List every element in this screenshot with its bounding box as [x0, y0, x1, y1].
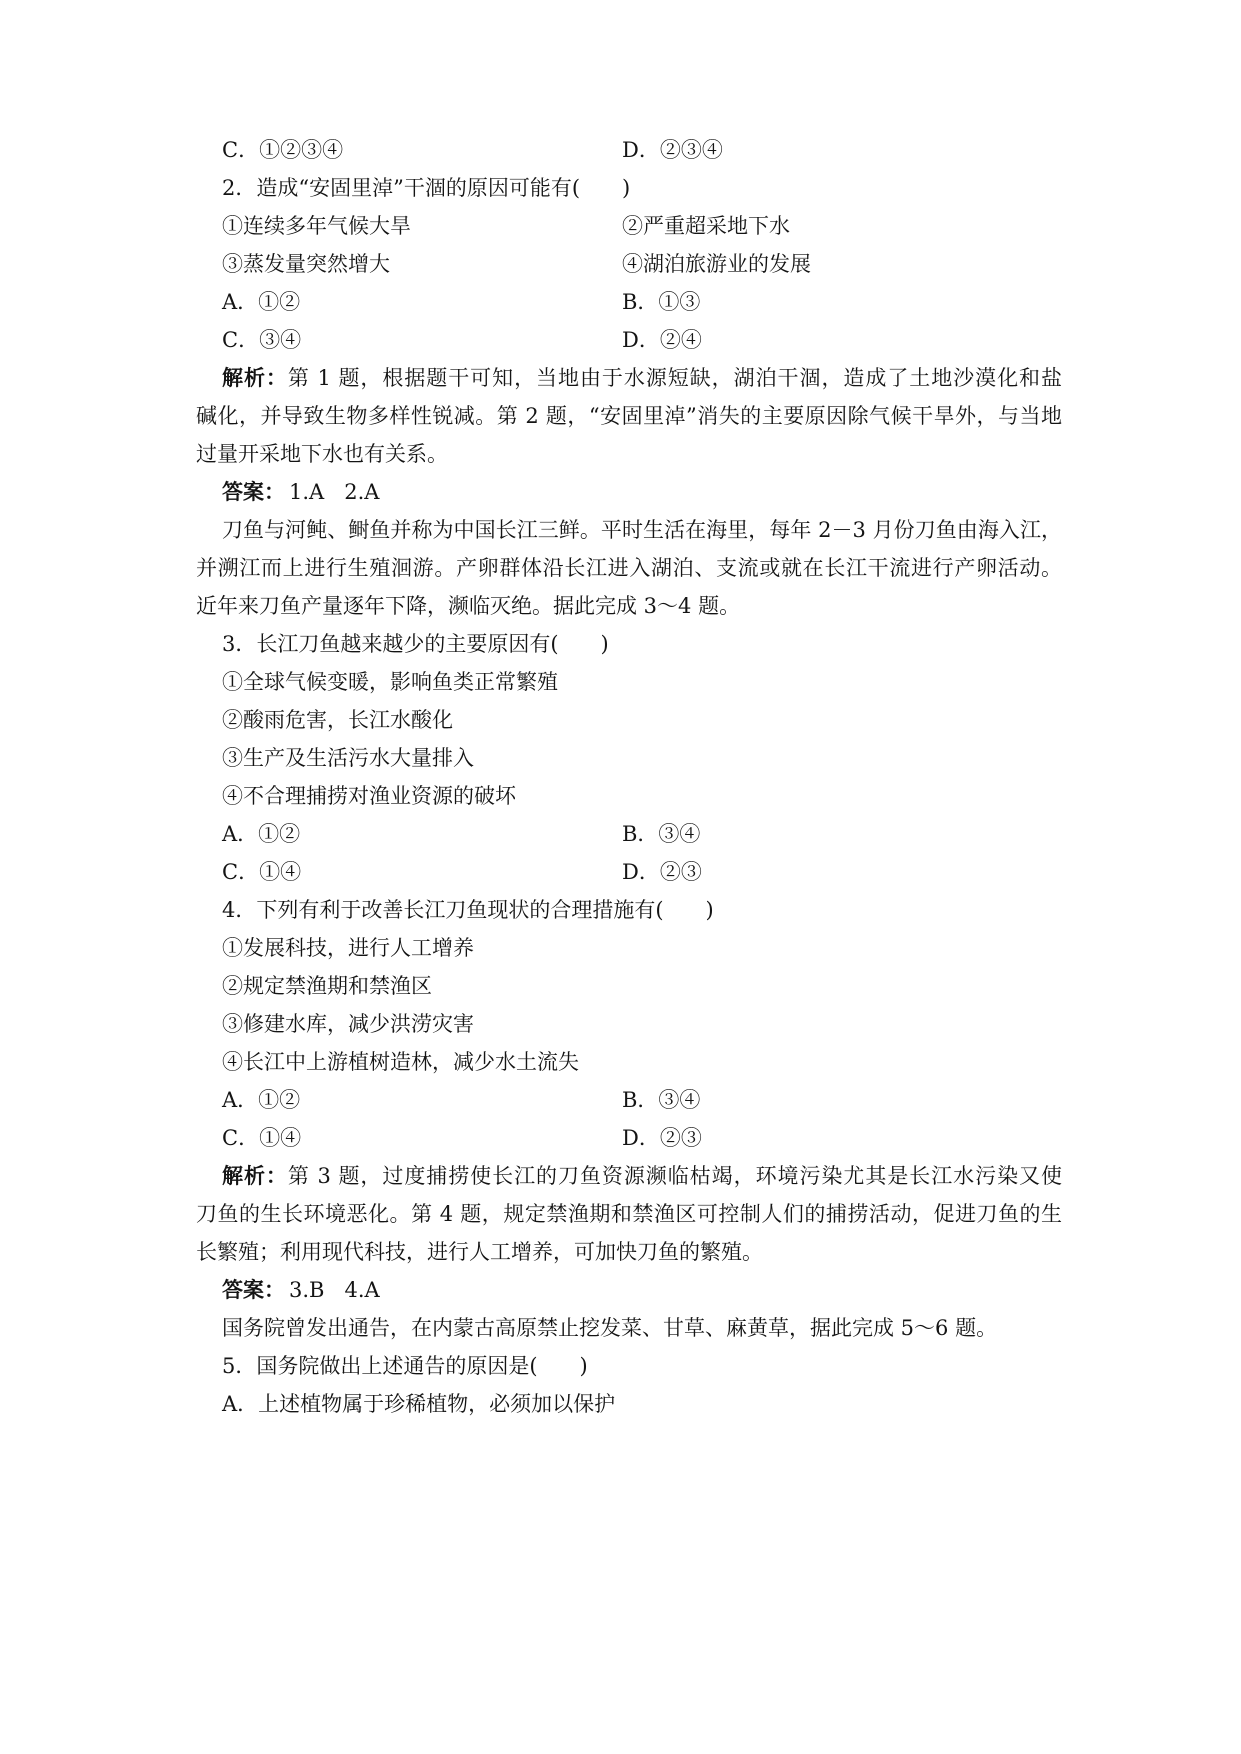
- q3-option-b: B．③④: [622, 822, 701, 846]
- q2-option-d: D．②④: [622, 328, 702, 352]
- q2-item-2: ②严重超采地下水: [622, 214, 790, 238]
- explanation-1-line-1: [222, 364, 1062, 392]
- answer-label: 答案：: [222, 1277, 285, 1302]
- q1-option-d: D．②③④: [622, 138, 723, 162]
- q2-option-a: A．①②: [222, 290, 301, 314]
- explanation-1-line-2: 碱化，并导致生物多样性锐减。第 2 题，“安固里淖”消失的主要原因除气候干旱外，与当地: [196, 404, 1062, 428]
- explanation-label: 解析：: [222, 365, 288, 390]
- q2-option-b: B．①③: [622, 290, 701, 314]
- q3-stem: 3．长江刀鱼越来越少的主要原因有( ): [222, 632, 609, 656]
- passage-2-line-2: 并溯江而上进行生殖洄游。产卵群体沿长江进入湖泊、支流或就在长江干流进行产卵活动。: [196, 556, 1062, 580]
- explanation-label: 解析：: [222, 1163, 288, 1188]
- q4-item-2: ②规定禁渔期和禁渔区: [222, 974, 432, 998]
- q3-item-1: ①全球气候变暖，影响鱼类正常繁殖: [222, 670, 558, 694]
- q4-option-d: D．②③: [622, 1126, 702, 1150]
- passage-2-line-1: 刀鱼与河鲀、鲥鱼并称为中国长江三鲜。平时生活在海里，每年 2－3 月份刀鱼由海入江，: [222, 518, 1062, 542]
- q5-stem: 5．国务院做出上述通告的原因是( ): [222, 1354, 588, 1378]
- q3-item-2: ②酸雨危害，长江水酸化: [222, 708, 453, 732]
- answer-label: 答案：: [222, 479, 285, 504]
- explanation-1-line-3: 过量开采地下水也有关系。: [196, 442, 448, 466]
- answer-value-1: 3.B: [289, 1278, 325, 1302]
- q4-option-a: A．①②: [222, 1088, 301, 1112]
- q2-item-3: ③蒸发量突然增大: [222, 252, 390, 276]
- explanation-2-line-2: 刀鱼的生长环境恶化。第 4 题，规定禁渔期和禁渔区可控制人们的捕捞活动，促进刀鱼的生: [196, 1202, 1062, 1226]
- q2-item-1: ①连续多年气候大旱: [222, 214, 411, 238]
- explanation-text: 第 3 题，过度捕捞使长江的刀鱼资源濒临枯竭，环境污染尤其是长江水污染又使: [287, 1164, 1063, 1188]
- passage-3: 国务院曾发出通告，在内蒙古高原禁止挖发菜、甘草、麻黄草，据此完成 5～6 题。: [222, 1316, 998, 1340]
- answer-value-2: 2.A: [344, 480, 380, 504]
- answer-1: [222, 478, 379, 506]
- q4-option-c: C．①④: [222, 1126, 302, 1150]
- explanation-2-line-1: [222, 1162, 1062, 1190]
- q4-stem: 4．下列有利于改善长江刀鱼现状的合理措施有( ): [222, 898, 714, 922]
- explanation-text: 第 1 题，根据题干可知，当地由于水源短缺，湖泊干涸，造成了土地沙漠化和盐: [287, 366, 1063, 390]
- passage-2-line-3: 近年来刀鱼产量逐年下降，濒临灭绝。据此完成 3～4 题。: [196, 594, 741, 618]
- answer-value-2: 4.A: [344, 1278, 380, 1302]
- q4-item-3: ③修建水库，减少洪涝灾害: [222, 1012, 474, 1036]
- q5-option-a: A．上述植物属于珍稀植物，必须加以保护: [222, 1392, 616, 1416]
- q3-option-a: A．①②: [222, 822, 301, 846]
- q2-stem: 2．造成“安固里淖”干涸的原因可能有( ): [222, 176, 631, 200]
- q3-option-d: D．②③: [622, 860, 702, 884]
- q1-option-c: C．①②③④: [222, 138, 344, 162]
- q3-option-c: C．①④: [222, 860, 302, 884]
- answer-value-1: 1.A: [289, 480, 325, 504]
- q2-item-4: ④湖泊旅游业的发展: [622, 252, 811, 276]
- q4-item-1: ①发展科技，进行人工增养: [222, 936, 474, 960]
- explanation-2-line-3: 长繁殖；利用现代科技，进行人工增养，可加快刀鱼的繁殖。: [196, 1240, 763, 1264]
- q3-item-3: ③生产及生活污水大量排入: [222, 746, 474, 770]
- answer-2: [222, 1276, 380, 1304]
- q4-item-4: ④长江中上游植树造林，减少水土流失: [222, 1050, 579, 1074]
- q2-option-c: C．③④: [222, 328, 302, 352]
- q3-item-4: ④不合理捕捞对渔业资源的破坏: [222, 784, 516, 808]
- q4-option-b: B．③④: [622, 1088, 701, 1112]
